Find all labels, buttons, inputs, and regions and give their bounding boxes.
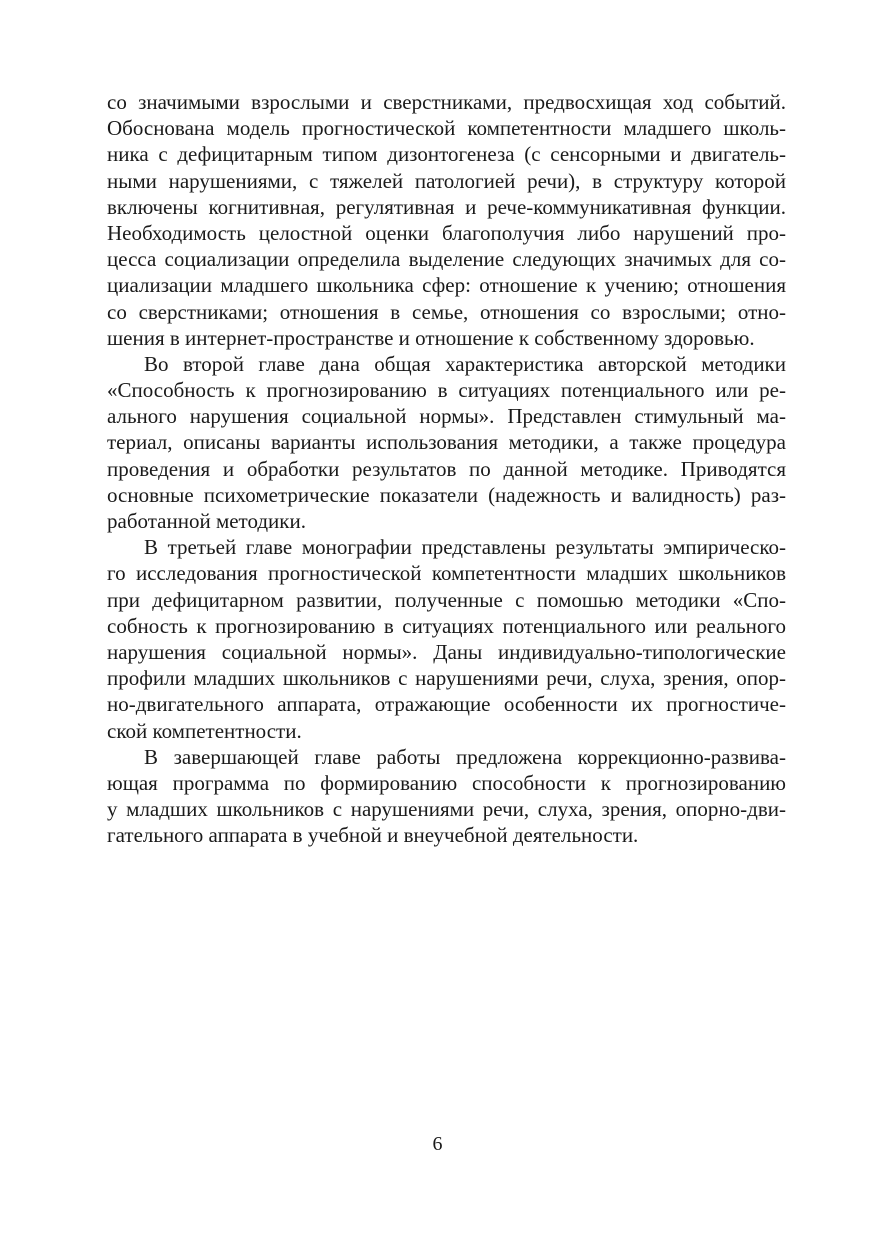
text-line: гательного аппарата в учебной и внеучебной деятельности. — [107, 823, 639, 848]
text-line: ника с дефицитарным типом дизонтогенеза (с сенсорными и двигатель- — [107, 142, 786, 167]
paragraph-chapter-three — [107, 534, 786, 744]
text-line: шения в интернет-пространстве и отношение к собственному здоровью. — [107, 325, 755, 350]
text-line: ской компетентности. — [107, 718, 302, 743]
text-line: В третьей главе монографии представлены результаты эмпирическо- — [144, 535, 786, 560]
text-line: В завершающей главе работы предложена коррекционно-развива- — [144, 744, 786, 769]
text-line: Необходимость целостной оценки благополучия либо нарушений про- — [107, 220, 786, 245]
text-line: у младших школьников с нарушениями речи, слуха, зрения, опорно-дви- — [107, 797, 786, 822]
text-line: Во второй главе дана общая характеристика авторской методики — [144, 351, 786, 376]
text-line: проведения и обработки результатов по данной методике. Приводятся — [107, 456, 786, 481]
text-line: собность к прогнозированию в ситуациях потенциального или реального — [107, 613, 786, 638]
text-line: цесса социализации определила выделение следующих значимых для со- — [107, 247, 786, 272]
text-line: ными нарушениями, с тяжелей патологией речи), в структуру которой — [107, 168, 786, 193]
text-line: ального нарушения социальной нормы». Представлен стимульный ма- — [107, 404, 786, 429]
paragraph-continued — [107, 89, 786, 351]
text-line: профили младших школьников с нарушениями речи, слуха, зрения, опор- — [107, 666, 786, 691]
page-number: 6 — [432, 1133, 443, 1155]
text-line: «Способность к прогнозированию в ситуациях потенциального или ре- — [107, 378, 786, 403]
text-line: нарушения социальной нормы». Даны индивидуально-типологические — [107, 639, 786, 664]
body-text — [107, 89, 786, 848]
text-line: териал, описаны варианты использования методики, а также процедура — [107, 430, 786, 455]
text-line: Обоснована модель прогностической компетентности младшего школь- — [107, 116, 786, 141]
text-line: со значимыми взрослыми и сверстниками, предвосхищая ход событий. — [107, 90, 786, 114]
text-line: го исследования прогностической компетентности младших школьников — [107, 561, 786, 586]
text-line: включены когнитивная, регулятивная и рече-коммуникативная функции. — [107, 194, 786, 219]
text-line: но-двигательного аппарата, отражающие особенности их прогностиче- — [107, 692, 786, 717]
text-line: циализации младшего школьника сфер: отношение к учению; отношения — [107, 273, 786, 298]
text-line: основные психометрические показатели (надежность и валидность) раз- — [107, 482, 786, 507]
text-line: работанной методики. — [107, 509, 306, 533]
paragraph-chapter-two — [107, 351, 786, 534]
paragraph-final-chapter — [107, 744, 786, 849]
text-line: ющая программа по формированию способности к прогнозированию — [107, 770, 786, 795]
text-line: со сверстниками; отношения в семье, отношения со взрослыми; отно- — [107, 299, 786, 324]
text-line: при дефицитарном развитии, полученные с помошью методики «Спо- — [107, 587, 786, 612]
